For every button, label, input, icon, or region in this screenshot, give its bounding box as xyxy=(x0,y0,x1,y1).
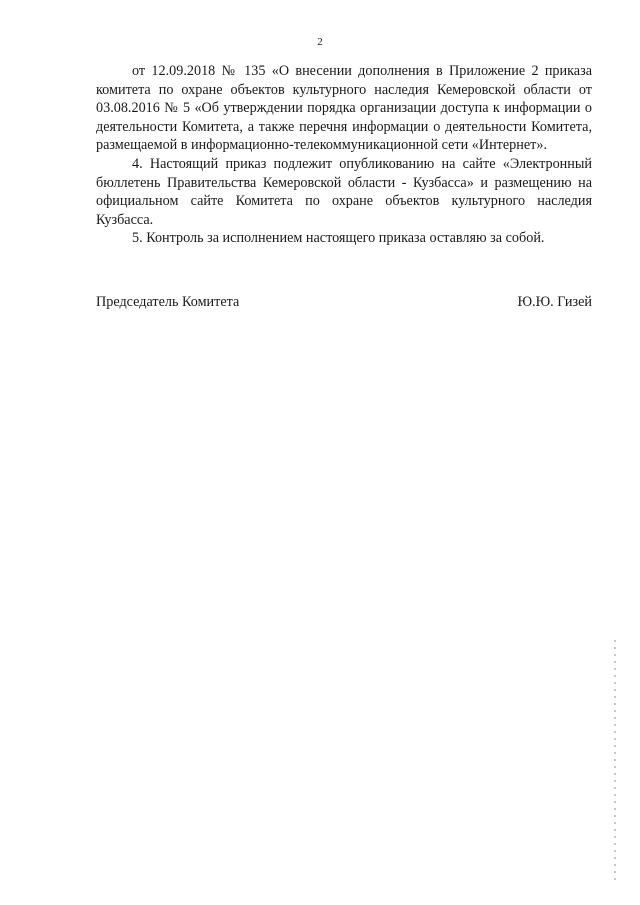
signatory-name: Ю.Ю. Гизей xyxy=(517,294,592,310)
paragraph-continuation: от 12.09.2018 № 135 «О внесении дополнения в Приложение 2 приказа комитета по охране объектов культурного наследия Кемеровской области от 03.08.2016 № 5 «Об утверждении порядка организации доступа к информации о деятельности Комитета, а также перечня информации о деятельности Комитета, размещаемой в информационно-телекоммуникационной сети «Интернет». xyxy=(96,63,592,154)
paragraph-4: 4. Настоящий приказ подлежит опубликованию на сайте «Электронный бюллетень Правительства Кемеровской области - Кузбасса» и размещению на официальном сайте Комитета по охране объектов культурного наследия Кузбасса. xyxy=(96,155,592,228)
paragraph-5: 5. Контроль за исполнением настоящего приказа оставляю за собой. xyxy=(132,230,545,247)
scan-edge-mark xyxy=(614,640,616,880)
signatory-title: Председатель Комитета xyxy=(96,294,240,310)
document-body xyxy=(96,62,592,248)
signature-block xyxy=(96,294,592,314)
page-number: 2 xyxy=(317,36,323,48)
